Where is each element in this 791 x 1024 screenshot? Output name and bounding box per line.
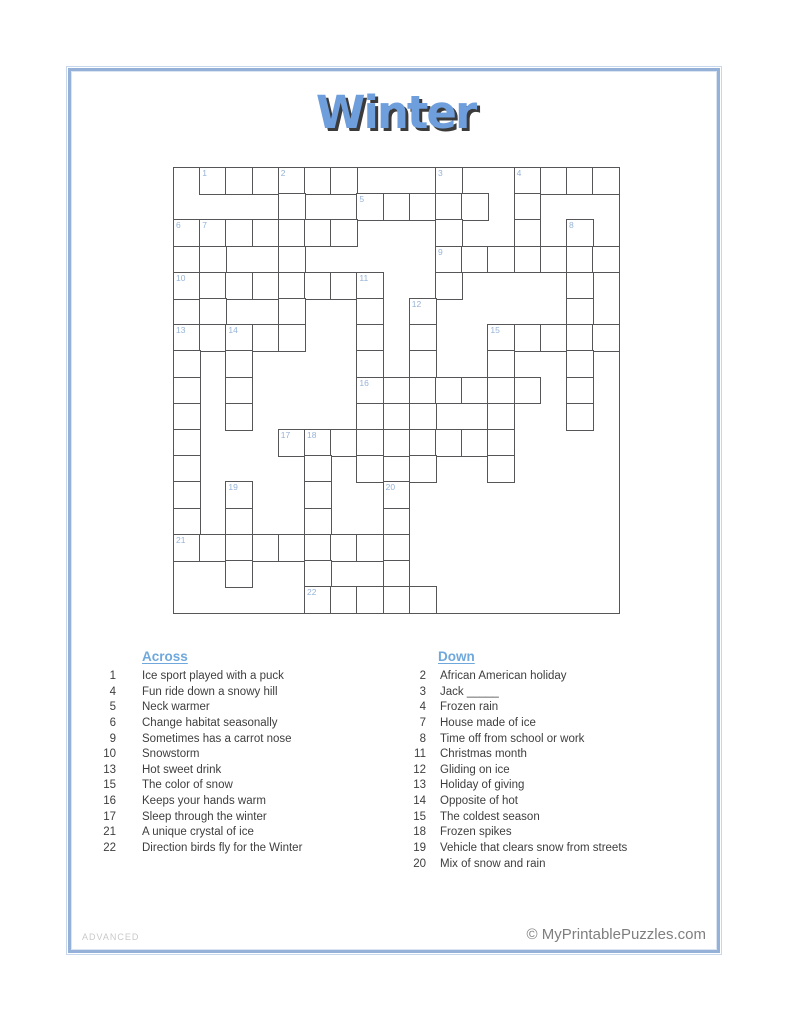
footer-difficulty: ADVANCED [82,932,140,942]
grid-cell[interactable] [356,429,384,457]
grid-cell[interactable] [514,324,542,352]
grid-cell[interactable] [173,455,201,483]
grid-cell[interactable] [330,219,358,247]
clue-item [82,842,382,858]
grid-cell[interactable] [435,246,463,274]
grid-cell[interactable] [252,324,280,352]
grid-cell[interactable] [278,272,306,300]
cell-number: 6 [176,220,181,231]
clue-text: A unique crystal of ice [142,826,254,839]
clue-item [392,858,722,874]
clue-number: 22 [103,842,116,855]
clue-text: Ice sport played with a puck [142,670,284,682]
clue-text: Keeps your hands warm [142,795,267,808]
grid-cell[interactable] [225,350,253,378]
clue-item [392,811,722,827]
clue-item [82,670,382,686]
clue-item [392,686,722,702]
grid-cell[interactable] [278,534,306,562]
grid-cell[interactable] [435,272,463,300]
cell-number: 22 [307,587,317,598]
grid-cell[interactable] [278,219,306,247]
clue-item [392,826,722,842]
grid-cell[interactable] [487,455,515,483]
grid-cell[interactable] [514,246,542,274]
grid-cell[interactable] [487,324,515,352]
clue-number: 18 [413,826,426,839]
clue-text: Christmas month [440,748,527,761]
grid-cell[interactable] [199,167,227,195]
clue-number: 11 [414,748,426,761]
grid-cell[interactable] [173,429,201,457]
grid-cell[interactable] [330,534,358,562]
grid-cell[interactable] [225,219,253,247]
down-column [392,648,722,873]
grid-cell[interactable] [173,219,201,247]
grid-cell[interactable] [566,219,594,247]
grid-cell[interactable] [592,246,620,274]
clue-item [392,764,722,780]
clue-item [392,670,722,686]
clue-item [82,779,382,795]
across-header: Across [142,649,188,664]
clue-item [82,748,382,764]
grid-cell[interactable] [304,534,332,562]
grid-cell[interactable] [435,219,463,247]
grid-cell[interactable] [173,534,201,562]
grid-cell[interactable] [383,481,411,509]
grid-cell[interactable] [278,298,306,326]
cell-number: 3 [438,168,443,178]
grid-cell[interactable] [566,403,594,431]
grid-cell[interactable] [383,560,411,588]
across-list [82,670,382,858]
clue-item [392,733,722,749]
grid-cell[interactable] [173,324,201,352]
grid-cell[interactable] [514,219,542,247]
clue-number: 9 [109,732,116,745]
clue-item [82,764,382,780]
clue-item [82,686,382,702]
grid-cell[interactable] [330,272,358,300]
grid-cell[interactable] [330,429,358,457]
grid-cell[interactable] [304,586,332,614]
grid-cell[interactable] [225,560,253,588]
grid-cell[interactable] [566,167,594,195]
crossword-grid [173,167,620,614]
grid-cell[interactable] [225,508,253,536]
grid-cell[interactable] [409,298,437,326]
grid-cell[interactable] [383,534,411,562]
clue-item [392,717,722,733]
grid-cell[interactable] [199,246,227,274]
grid-cell[interactable] [330,167,358,195]
grid-cell[interactable] [566,246,594,274]
grid-cell[interactable] [566,350,594,378]
grid-cell[interactable] [540,324,568,352]
cell-number: 8 [569,220,574,231]
grid-cell[interactable] [278,167,306,195]
footer-copyright: © MyPrintablePuzzles.com [526,926,706,943]
cell-number: 10 [176,272,186,283]
clue-item [392,779,722,795]
grid-cell[interactable] [199,272,227,300]
clue-number: 16 [103,795,116,808]
grid-cell[interactable] [199,219,227,247]
grid-cell[interactable] [225,534,253,562]
clue-text: Frozen rain [440,701,499,714]
cell-number: 20 [385,482,396,493]
clue-number: 5 [109,701,116,714]
clue-text: Change habitat seasonally [142,716,278,729]
grid-cell[interactable] [383,193,411,221]
clue-item [392,748,722,764]
clue-number: 4 [109,685,116,698]
cell-number: 9 [438,246,443,257]
grid-cell[interactable] [199,298,227,326]
grid-cell[interactable] [356,377,384,405]
grid-cell[interactable] [173,272,201,300]
clue-text: Sleep through the winter [142,810,267,823]
cell-number: 13 [176,325,186,336]
clue-text: Opposite of hot [440,795,518,808]
grid-cell[interactable] [278,429,306,457]
clue-number: 20 [413,857,426,870]
grid-cell[interactable] [252,219,280,247]
grid-cell[interactable] [461,193,489,221]
grid-cell[interactable] [514,193,542,221]
grid-cell[interactable] [173,481,201,509]
grid-cell[interactable] [225,403,253,431]
grid-cell[interactable] [278,193,306,221]
grid-cell[interactable] [383,586,411,614]
grid-cell[interactable] [514,377,542,405]
cell-number: 11 [359,272,369,283]
grid-cell[interactable] [304,429,332,457]
grid-cell[interactable] [540,167,568,195]
grid-cell[interactable] [173,403,201,431]
grid-cell[interactable] [461,377,489,405]
clue-text: Vehicle that clears snow from streets [440,842,628,855]
grid-cell[interactable] [487,429,515,457]
clue-item [82,826,382,842]
clue-number: 3 [419,685,426,698]
grid-cell[interactable] [278,246,306,274]
grid-cell[interactable] [252,272,280,300]
clue-number: 2 [419,670,426,682]
cell-number: 18 [307,430,317,440]
clue-text: Hot sweet drink [142,763,222,776]
grid-cell[interactable] [409,586,437,614]
grid-cell[interactable] [252,167,280,195]
grid-cell[interactable] [304,508,332,536]
grid-cell[interactable] [304,219,332,247]
cell-number: 17 [280,430,291,440]
puzzle-title: Winter [315,86,476,139]
cell-number: 19 [228,482,238,493]
grid-cell[interactable] [566,298,594,326]
clue-item [392,795,722,811]
grid-cell[interactable] [225,377,253,405]
grid-cell[interactable] [356,534,384,562]
cell-number: 21 [176,534,186,545]
clue-number: 21 [103,826,116,839]
grid-cell[interactable] [566,324,594,352]
cell-number: 4 [516,168,522,178]
clue-item [82,733,382,749]
down-list [392,670,722,873]
grid-cell[interactable] [252,534,280,562]
grid-cell[interactable] [199,324,227,352]
grid-cell[interactable] [540,246,568,274]
grid-cell[interactable] [356,272,384,300]
grid-cell[interactable] [592,167,620,195]
grid-cell[interactable] [566,377,594,405]
clue-item [82,811,382,827]
grid-cell[interactable] [278,324,306,352]
clue-text: Sometimes has a carrot nose [142,732,292,745]
grid-cell[interactable] [304,272,332,300]
clue-number: 19 [413,842,426,855]
grid-cell[interactable] [461,429,489,457]
clue-text: Neck warmer [142,701,210,714]
clue-item [82,717,382,733]
grid-cell[interactable] [409,350,437,378]
grid-cell[interactable] [435,193,463,221]
cell-number: 7 [202,220,207,231]
down-header: Down [438,649,475,664]
grid-cell[interactable] [304,560,332,588]
grid-cell[interactable] [435,377,463,405]
clue-text: Direction birds fly for the Winter [142,842,303,855]
clue-text: Jack _____ [440,685,499,698]
clue-text: Snowstorm [142,748,200,761]
across-column [82,648,382,858]
clue-number: 4 [419,701,426,714]
grid-cell[interactable] [225,272,253,300]
clue-number: 12 [413,763,426,776]
grid-cell[interactable] [225,324,253,352]
clue-number: 15 [413,810,426,823]
grid-cell[interactable] [225,167,253,195]
grid-cell[interactable] [409,403,437,431]
grid-cell[interactable] [487,246,515,274]
clue-text: Fun ride down a snowy hill [142,685,278,698]
clue-number: 15 [103,779,116,792]
clue-text: African American holiday [440,670,567,682]
clue-item [82,795,382,811]
cell-number: 5 [359,194,365,205]
grid-cell[interactable] [409,455,437,483]
grid-cell[interactable] [225,481,253,509]
grid-cell[interactable] [383,429,411,457]
grid-cell[interactable] [173,377,201,405]
grid-cell[interactable] [356,324,384,352]
grid-cell[interactable] [435,167,463,195]
clue-text: Time off from school or work [440,732,585,745]
grid-cell[interactable] [304,455,332,483]
grid-cell[interactable] [514,167,542,195]
grid-cell[interactable] [566,272,594,300]
grid-cell[interactable] [356,350,384,378]
grid-cell[interactable] [487,377,515,405]
clue-text: The color of snow [142,779,233,792]
clue-number: 8 [419,732,426,745]
grid-cell[interactable] [173,350,201,378]
grid-cell[interactable] [330,586,358,614]
grid-cell[interactable] [461,246,489,274]
clue-text: The coldest season [440,810,540,823]
grid-cell[interactable] [304,167,332,195]
grid-cell[interactable] [356,193,384,221]
grid-cell[interactable] [356,586,384,614]
cell-number: 15 [490,325,500,336]
grid-cell[interactable] [409,193,437,221]
grid-cell[interactable] [356,403,384,431]
clue-item [82,701,382,717]
clue-number: 13 [413,779,426,792]
cell-number: 16 [359,377,369,388]
clue-text: Mix of snow and rain [440,857,546,870]
clue-number: 1 [109,670,116,682]
cell-number: 12 [411,299,422,309]
grid-cell[interactable] [487,403,515,431]
grid-cell[interactable] [199,534,227,562]
grid-cell[interactable] [356,455,384,483]
clue-number: 10 [103,748,116,761]
clue-item [392,701,722,717]
clue-number: 6 [109,716,116,729]
grid-cell[interactable] [409,377,437,405]
clue-text: House made of ice [440,716,536,729]
grid-cell[interactable] [409,429,437,457]
cell-number: 14 [228,325,238,336]
cell-number: 1 [202,168,207,178]
clue-text: Gliding on ice [440,763,510,776]
grid-cell[interactable] [487,350,515,378]
clue-item [392,842,722,858]
grid-cell[interactable] [383,508,411,536]
clue-text: Frozen spikes [440,826,512,839]
grid-cell[interactable] [409,324,437,352]
clue-number: 13 [103,763,116,776]
clue-text: Holiday of giving [440,779,525,792]
clue-number: 14 [413,795,426,808]
clue-number: 17 [103,810,116,823]
grid-cell[interactable] [383,377,411,405]
clue-number: 7 [419,716,426,729]
grid-cell[interactable] [304,481,332,509]
cell-number: 2 [280,168,286,178]
grid-cell[interactable] [592,324,620,352]
grid-cell[interactable] [173,508,201,536]
grid-cell[interactable] [356,298,384,326]
grid-cell[interactable] [435,429,463,457]
